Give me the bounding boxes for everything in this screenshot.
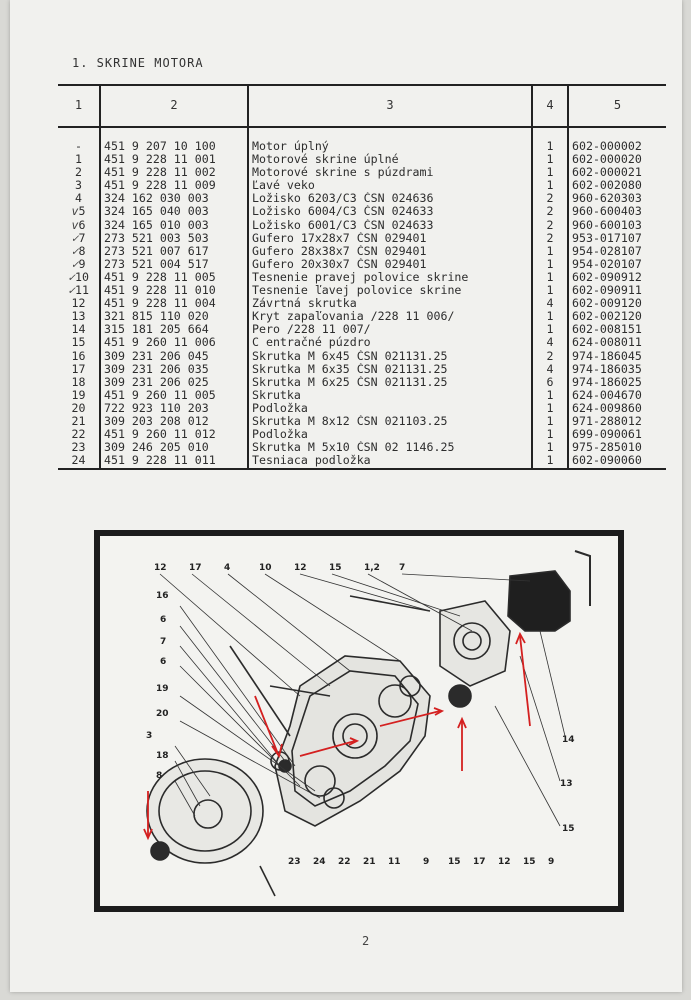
pos-number: 8 (78, 244, 86, 258)
quantity-cell: 1 (532, 323, 568, 336)
catalog-code-cell: 971-288012 (568, 415, 666, 428)
callout-label: 19 (156, 684, 169, 694)
catalog-code-cell: 624-008011 (568, 336, 666, 349)
drawing-number-cell: 309 231 206 045 (100, 350, 248, 363)
table-row (58, 454, 666, 469)
callout-label: 17 (473, 857, 486, 867)
callout-label: 3 (146, 731, 153, 741)
col-header-3: 3 (248, 85, 532, 127)
catalog-code-cell: 974-186025 (568, 376, 666, 389)
part-name-cell: Skrutka (248, 389, 532, 402)
quantity-cell: 1 (532, 428, 568, 441)
table-row (58, 389, 666, 402)
table-row (58, 441, 666, 454)
quantity-cell: 1 (532, 153, 568, 166)
catalog-code-cell: 960-600103 (568, 219, 666, 232)
pos-cell: 1 (75, 153, 82, 167)
callout-label: 15 (448, 857, 461, 867)
catalog-code-cell: 975-285010 (568, 441, 666, 454)
quantity-cell: 2 (532, 350, 568, 363)
quantity-cell: 1 (532, 166, 568, 179)
catalog-code-cell: 602-009120 (568, 297, 666, 310)
drawing-number-cell: 309 231 206 025 (100, 376, 248, 389)
handwritten-mark: ✓ (68, 270, 75, 284)
quantity-cell: 1 (532, 179, 568, 192)
callout-label: 10 (259, 563, 272, 573)
catalog-code-cell: 602-090060 (568, 454, 666, 469)
table-row (58, 376, 666, 389)
pos-cell: 21 (71, 414, 86, 428)
table-row (58, 258, 666, 271)
part-name-cell: Gufero 20x30x7 ČSN 029401 (248, 258, 532, 271)
quantity-cell: 1 (532, 310, 568, 323)
callout-label: 22 (338, 857, 351, 867)
drawing-number-cell: 315 181 205 664 (100, 323, 248, 336)
catalog-code-cell: 602-000021 (568, 166, 666, 179)
table-row (58, 192, 666, 205)
pos-number: 6 (78, 218, 86, 232)
col-header-4: 4 (532, 85, 568, 127)
pos-cell (58, 284, 100, 297)
engine-exploded-diagram (100, 536, 618, 906)
drawing-number-cell: 321 815 110 020 (100, 310, 248, 323)
quantity-cell: 1 (532, 284, 568, 297)
callout-label: 14 (562, 735, 575, 745)
pos-cell: 2 (75, 166, 82, 180)
quantity-cell: 4 (532, 336, 568, 349)
pos-cell (58, 258, 100, 271)
part-name-cell: Tesnenie pravej polovice skrine (248, 271, 532, 284)
part-name-cell: Pero /228 11 007/ (248, 323, 532, 336)
page-number: 2 (362, 934, 370, 948)
pos-cell: 3 (75, 179, 82, 193)
part-name-cell: Podložka (248, 402, 532, 415)
table-row (58, 232, 666, 245)
table-row (58, 415, 666, 428)
table-row (58, 297, 666, 310)
drawing-number-cell: 451 9 228 11 009 (100, 179, 248, 192)
table-row (58, 205, 666, 218)
catalog-code-cell: 602-002120 (568, 310, 666, 323)
part-name-cell: Motorové skrine úplné (248, 153, 532, 166)
pos-cell (58, 271, 100, 284)
part-name-cell: Skrutka M 8x12 ČSN 021103.25 (248, 415, 532, 428)
table-row (58, 271, 666, 284)
table-row (58, 153, 666, 166)
callout-label: 21 (363, 857, 376, 867)
pos-cell: 23 (71, 441, 86, 455)
part-name-cell: Ložisko 6001/C3 ČSN 024633 (248, 219, 532, 232)
table-header-row (58, 85, 666, 127)
quantity-cell: 6 (532, 376, 568, 389)
pos-cell: 22 (71, 428, 86, 442)
crankcase-drawing (147, 551, 590, 896)
table-row (58, 219, 666, 232)
parts-table (58, 84, 666, 470)
part-name-cell: C entračné púzdro (248, 336, 532, 349)
catalog-code-cell: 602-000020 (568, 153, 666, 166)
callout-label: 15 (562, 824, 575, 834)
table-row (58, 323, 666, 336)
catalog-code-cell: 602-008151 (568, 323, 666, 336)
callout-label: 12 (498, 857, 511, 867)
drawing-number-cell: 722 923 110 203 (100, 402, 248, 415)
table-row (58, 402, 666, 415)
part-name-cell: Ložisko 6004/C3 ČSN 024633 (248, 205, 532, 218)
document-page (10, 0, 682, 992)
quantity-cell: 4 (532, 363, 568, 376)
drawing-number-cell: 309 231 206 035 (100, 363, 248, 376)
pos-cell: 20 (71, 401, 86, 415)
catalog-code-cell: 954-028107 (568, 245, 666, 258)
col-header-2: 2 (100, 85, 248, 127)
drawing-number-cell: 451 9 228 11 004 (100, 297, 248, 310)
pos-cell: 19 (71, 388, 86, 402)
exploded-view-figure (94, 530, 624, 912)
quantity-cell: 2 (532, 192, 568, 205)
callout-label: 6 (160, 615, 167, 625)
quantity-cell: 1 (532, 127, 568, 153)
callout-label: 13 (560, 779, 573, 789)
catalog-code-cell: 699-090061 (568, 428, 666, 441)
callout-label: 17 (189, 563, 202, 573)
quantity-cell: 1 (532, 271, 568, 284)
callout-label: 12 (294, 563, 307, 573)
pos-cell: - (75, 139, 82, 153)
callout-label: 9 (548, 857, 555, 867)
part-name-cell: Tesniaca podložka (248, 454, 532, 469)
quantity-cell: 1 (532, 389, 568, 402)
pos-cell: 14 (71, 323, 86, 337)
pos-cell (58, 219, 100, 232)
part-name-cell: Kryt zapaľovania /228 11 006/ (248, 310, 532, 323)
quantity-cell: 2 (532, 205, 568, 218)
part-name-cell: Skrutka M 6x25 ČSN 021131.25 (248, 376, 532, 389)
part-name-cell: Závrtná skrutka (248, 297, 532, 310)
table-row (58, 245, 666, 258)
drawing-number-cell: 451 9 228 11 010 (100, 284, 248, 297)
drawing-number-cell: 451 9 260 11 006 (100, 336, 248, 349)
pos-number: 11 (75, 284, 89, 298)
callout-label: 9 (423, 857, 430, 867)
drawing-number-cell: 324 162 030 003 (100, 192, 248, 205)
drawing-number-cell: 451 9 228 11 002 (100, 166, 248, 179)
catalog-code-cell: 960-620303 (568, 192, 666, 205)
part-name-cell: Skrutka M 6x35 ČSN 021131.25 (248, 363, 532, 376)
pos-cell: 24 (58, 454, 100, 469)
handwritten-mark: ✓ (68, 284, 75, 298)
handwritten-mark: v (71, 205, 79, 219)
handwritten-mark: ✓ (71, 257, 79, 271)
callout-label: 8 (156, 771, 163, 781)
quantity-cell: 1 (532, 454, 568, 469)
callout-label: 6 (160, 657, 167, 667)
callout-label: 23 (288, 857, 301, 867)
catalog-code-cell: 960-600403 (568, 205, 666, 218)
pos-cell (58, 245, 100, 258)
drawing-number-cell: 324 165 010 003 (100, 219, 248, 232)
col-header-5: 5 (568, 85, 666, 127)
drawing-number-cell: 451 9 228 11 005 (100, 271, 248, 284)
pos-cell: 13 (71, 310, 86, 324)
table-row (58, 166, 666, 179)
handwritten-mark: ✓ (71, 231, 79, 245)
callout-label: 7 (160, 637, 167, 647)
quantity-cell: 1 (532, 245, 568, 258)
quantity-cell: 1 (532, 402, 568, 415)
quantity-cell: 1 (532, 258, 568, 271)
pos-cell: 12 (71, 297, 86, 311)
part-name-cell: Motorové skrine s púzdrami (248, 166, 532, 179)
callout-label: 20 (156, 709, 169, 719)
callout-label: 18 (156, 751, 169, 761)
section-heading: 1. SKRINE MOTORA (72, 56, 204, 70)
part-name-cell: Podložka (248, 428, 532, 441)
callout-label: 1,2 (364, 563, 380, 573)
table-row (58, 336, 666, 349)
pos-cell: 15 (71, 336, 86, 350)
drawing-number-cell: 273 521 007 617 (100, 245, 248, 258)
catalog-code-cell: 602-090911 (568, 284, 666, 297)
callout-label: 15 (329, 563, 342, 573)
callout-label: 7 (399, 563, 406, 573)
catalog-code-cell: 602-000002 (568, 127, 666, 153)
pos-cell: 18 (71, 375, 86, 389)
part-name-cell: Tesnenie ľavej polovice skrine (248, 284, 532, 297)
table-row (58, 363, 666, 376)
callout-label: 24 (313, 857, 326, 867)
drawing-number-cell: 273 521 003 503 (100, 232, 248, 245)
drawing-number-cell: 451 9 260 11 005 (100, 389, 248, 402)
col-header-1: 1 (58, 85, 100, 127)
part-name-cell: Ľavé veko (248, 179, 532, 192)
pos-cell: 16 (71, 349, 86, 363)
drawing-number-cell: 451 9 228 11 001 (100, 153, 248, 166)
callout-label: 11 (388, 857, 401, 867)
catalog-code-cell: 624-004670 (568, 389, 666, 402)
pos-cell: 4 (75, 192, 82, 206)
part-name-cell: Gufero 17x28x7 ČSN 029401 (248, 232, 532, 245)
pos-cell: 17 (71, 362, 86, 376)
drawing-number-cell: 451 9 207 10 100 (100, 127, 248, 153)
quantity-cell: 2 (532, 219, 568, 232)
drawing-number-cell: 309 203 208 012 (100, 415, 248, 428)
drawing-number-cell: 324 165 040 003 (100, 205, 248, 218)
catalog-code-cell: 602-090912 (568, 271, 666, 284)
table-row (58, 179, 666, 192)
quantity-cell: 2 (532, 232, 568, 245)
drawing-number-cell: 273 521 004 517 (100, 258, 248, 271)
handwritten-mark: v (71, 218, 79, 232)
table-row (58, 127, 666, 153)
part-name-cell: Motor úplný (248, 127, 532, 153)
pos-number: 7 (78, 231, 86, 245)
callout-label: 15 (523, 857, 536, 867)
callout-label: 16 (156, 591, 169, 601)
table-row (58, 428, 666, 441)
pos-cell (58, 205, 100, 218)
catalog-code-cell: 974-186045 (568, 350, 666, 363)
catalog-code-cell: 954-020107 (568, 258, 666, 271)
pos-number: 9 (78, 257, 86, 271)
callout-label: 12 (154, 563, 167, 573)
drawing-number-cell: 451 9 228 11 011 (100, 454, 248, 469)
quantity-cell: 1 (532, 415, 568, 428)
pos-cell (58, 232, 100, 245)
catalog-code-cell: 974-186035 (568, 363, 666, 376)
part-name-cell: Skrutka M 5x10 ČSN 02 1146.25 (248, 441, 532, 454)
drawing-number-cell: 309 246 205 010 (100, 441, 248, 454)
quantity-cell: 1 (532, 441, 568, 454)
pos-number: 10 (75, 270, 89, 284)
callout-label: 4 (224, 563, 231, 573)
part-name-cell: Ložisko 6203/C3 ČSN 024636 (248, 192, 532, 205)
handwritten-mark: ✓ (71, 244, 79, 258)
drawing-number-cell: 451 9 260 11 012 (100, 428, 248, 441)
part-name-cell: Skrutka M 6x45 ČSN 021131.25 (248, 350, 532, 363)
pos-number: 5 (78, 205, 86, 219)
part-name-cell: Gufero 28x38x7 ČSN 029401 (248, 245, 532, 258)
quantity-cell: 4 (532, 297, 568, 310)
catalog-code-cell: 624-009860 (568, 402, 666, 415)
table-row (58, 284, 666, 297)
table-row (58, 350, 666, 363)
catalog-code-cell: 953-017107 (568, 232, 666, 245)
catalog-code-cell: 602-002080 (568, 179, 666, 192)
table-row (58, 310, 666, 323)
